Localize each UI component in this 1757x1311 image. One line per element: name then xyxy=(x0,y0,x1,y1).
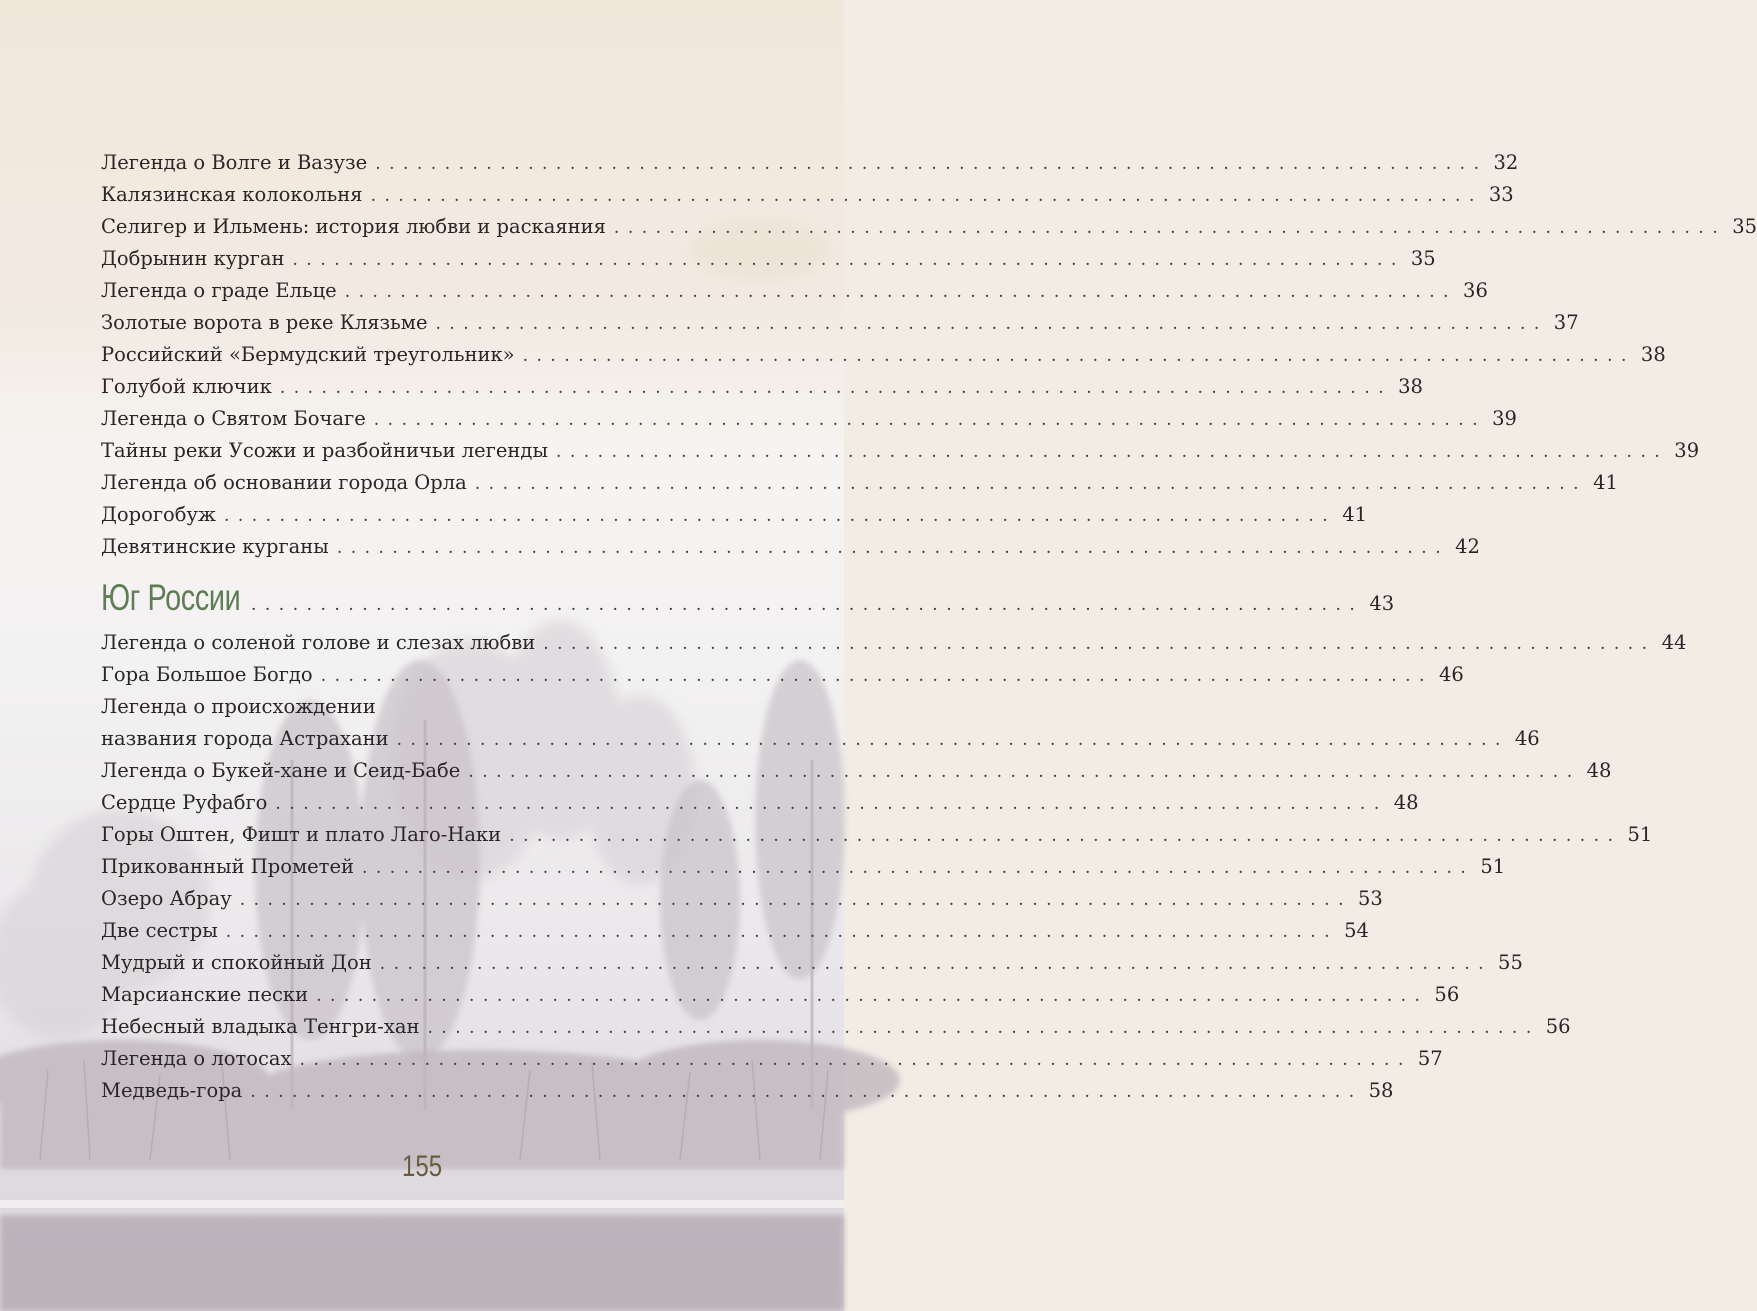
leader-dots: ................................................................................ xyxy=(223,506,1337,526)
toc-entry[interactable] xyxy=(101,339,1666,371)
leader-dots: ................................................................................ xyxy=(250,1082,1363,1102)
leader-dots: ................................................................................ xyxy=(373,410,1487,430)
toc-entry-page: 38 xyxy=(1398,375,1423,398)
toc-entry[interactable] xyxy=(101,147,1519,179)
toc-entry[interactable] xyxy=(101,1075,1394,1107)
toc-entry-title: Девятинские курганы xyxy=(101,535,329,558)
toc-entry-title: Калязинская колокольня xyxy=(101,183,363,206)
toc-entry-page: 32 xyxy=(1493,151,1519,174)
leader-dots: ................................................................................ xyxy=(279,378,1393,398)
toc-entry-title: Легенда о Букей-хане и Сеид-Бабе xyxy=(101,759,461,782)
toc-entry-title: Озеро Абрау xyxy=(101,887,232,910)
toc-entry-title: Легенда о происхождении xyxy=(101,695,376,718)
toc-entry-page: 51 xyxy=(1627,823,1653,846)
toc-entry-title: Прикованный Прометей xyxy=(101,855,354,878)
leader-dots: ................................................................................ xyxy=(370,186,1483,206)
toc-entry-title: названия города Астрахани xyxy=(101,727,389,750)
toc-entry[interactable] xyxy=(101,467,1618,499)
toc-entry[interactable] xyxy=(101,179,1514,211)
toc-entry-page: 46 xyxy=(1514,727,1540,750)
leader-dots: ................................................................................ xyxy=(344,282,1458,302)
toc-entry-page: 38 xyxy=(1640,343,1666,366)
toc-entry-page: 39 xyxy=(1492,407,1517,430)
toc-entry-title: Медведь-гора xyxy=(101,1079,243,1102)
leader-dots: ................................................................................ xyxy=(320,666,1433,686)
toc-entry[interactable] xyxy=(101,659,1464,691)
toc-entry[interactable] xyxy=(101,531,1480,563)
toc-entry-page: 33 xyxy=(1488,183,1514,206)
toc-entry[interactable] xyxy=(101,435,1700,467)
leader-dots: ................................................................................ xyxy=(292,250,1405,270)
section-heading: Юг России xyxy=(101,577,241,618)
toc-entry-title: Мудрый и спокойный Дон xyxy=(101,951,372,974)
toc-entry[interactable] xyxy=(101,371,1423,403)
toc-entry[interactable] xyxy=(101,499,1368,531)
leader-dots: ................................................................................ xyxy=(435,314,1548,334)
toc-entry[interactable] xyxy=(101,211,1757,243)
toc-entry[interactable] xyxy=(101,787,1419,819)
leader-dots: ................................................................................ xyxy=(474,474,1588,494)
toc-entry[interactable] xyxy=(101,1011,1571,1043)
toc-entry[interactable] xyxy=(101,403,1517,435)
toc-entry-page: 35 xyxy=(1732,215,1757,238)
leader-dots: ................................................................................ xyxy=(543,634,1656,654)
leader-dots: ................................................................................ xyxy=(396,730,1509,750)
toc-entry-title: Легенда о Волге и Вазузе xyxy=(101,151,368,174)
leader-dots: ................................................................................ xyxy=(522,346,1635,366)
toc-entry[interactable] xyxy=(101,819,1653,851)
toc-entry[interactable] xyxy=(101,755,1612,787)
toc-entry-page: 46 xyxy=(1439,663,1464,686)
toc-entry-title: Небесный владыка Тенгри-хан xyxy=(101,1015,420,1038)
toc-entry-title: Легенда об основании города Орла xyxy=(101,471,467,494)
toc-entry-page: 44 xyxy=(1661,631,1687,654)
toc-entry-page: 55 xyxy=(1498,951,1523,974)
leader-dots: ................................................................................ xyxy=(427,1018,1540,1038)
leader-dots: ................................................................................ xyxy=(555,442,1669,462)
toc-entry-page: 48 xyxy=(1393,791,1419,814)
leader-dots: ................................................................................ xyxy=(251,595,1364,615)
toc-entry-page: 54 xyxy=(1344,919,1369,942)
toc-entry[interactable] xyxy=(101,691,677,723)
toc-entry[interactable] xyxy=(101,1043,1443,1075)
toc-entry-title: Сердце Руфабго xyxy=(101,791,268,814)
toc-entry-page: 39 xyxy=(1674,439,1700,462)
toc-entry-page: 56 xyxy=(1545,1015,1571,1038)
toc-entry[interactable] xyxy=(101,275,1488,307)
toc-entry-title: Марсианские пески xyxy=(101,983,309,1006)
toc-entry-title: Дорогобуж xyxy=(101,503,216,526)
toc-entry-page: 41 xyxy=(1342,503,1368,526)
leader-dots: ................................................................................ xyxy=(468,762,1581,782)
leader-dots: ................................................................................ xyxy=(613,218,1727,238)
toc-entry-title: Две сестры xyxy=(101,919,218,942)
toc-entry-page: 41 xyxy=(1593,471,1618,494)
leader-dots: ................................................................................ xyxy=(316,986,1429,1006)
section-heading-row[interactable] xyxy=(101,577,1395,625)
toc-entry[interactable] xyxy=(101,979,1460,1011)
toc-entry[interactable] xyxy=(101,243,1436,275)
toc-entry-page: 56 xyxy=(1434,983,1460,1006)
toc-entry[interactable] xyxy=(101,883,1383,915)
leader-dots: ................................................................................ xyxy=(362,858,1475,878)
toc-entry-title: Тайны реки Усожи и разбойничьи легенды xyxy=(101,439,548,462)
toc-entry-title: Легенда о соленой голове и слезах любви xyxy=(101,631,536,654)
toc-entry-title: Селигер и Ильмень: история любви и раскаяния xyxy=(101,215,606,238)
toc-entry-title: Легенда о граде Ельце xyxy=(101,279,337,302)
toc-entry-title: Голубой ключик xyxy=(101,375,272,398)
toc-entry[interactable] xyxy=(101,947,1523,979)
toc-entry-page: 53 xyxy=(1358,887,1383,910)
toc-entry-title: Гора Большое Богдо xyxy=(101,663,313,686)
toc-entry-page: 51 xyxy=(1480,855,1506,878)
toc-entry[interactable] xyxy=(101,915,1369,947)
leader-dots: ................................................................................ xyxy=(225,922,1339,942)
leader-dots: ................................................................................ xyxy=(275,794,1388,814)
toc-entry-page: 37 xyxy=(1553,311,1579,334)
leader-dots: ................................................................................ xyxy=(375,154,1488,174)
toc-entry-page: 35 xyxy=(1410,247,1436,270)
section-page-number: 43 xyxy=(1369,592,1395,615)
toc-entry[interactable] xyxy=(101,723,1540,755)
toc-entry-page: 57 xyxy=(1417,1047,1443,1070)
page-number: 155 xyxy=(401,1150,443,1183)
toc-entry[interactable] xyxy=(101,627,1687,659)
toc-entry-page: 42 xyxy=(1455,535,1480,558)
toc-entry-title: Горы Оштен, Фишт и плато Лаго-Наки xyxy=(101,823,502,846)
toc-entry-title: Добрынин курган xyxy=(101,247,285,270)
toc-entry-title: Золотые ворота в реке Клязьме xyxy=(101,311,428,334)
toc-entry[interactable] xyxy=(101,307,1579,339)
leader-dots: ................................................................................ xyxy=(239,890,1352,910)
toc-entry-title: Российский «Бермудский треугольник» xyxy=(101,343,515,366)
toc-entry[interactable] xyxy=(101,851,1506,883)
toc-entry-page: 58 xyxy=(1368,1079,1394,1102)
toc-entry-title: Легенда о лотосах xyxy=(101,1047,292,1070)
toc-entry-page: 48 xyxy=(1586,759,1612,782)
toc-entry-title: Легенда о Святом Бочаге xyxy=(101,407,366,430)
toc-entry-page: 36 xyxy=(1463,279,1488,302)
leader-dots: ................................................................................ xyxy=(379,954,1493,974)
leader-dots: ................................................................................ xyxy=(509,826,1622,846)
leader-dots: ................................................................................ xyxy=(336,538,1450,558)
leader-dots: ................................................................................ xyxy=(299,1050,1412,1070)
